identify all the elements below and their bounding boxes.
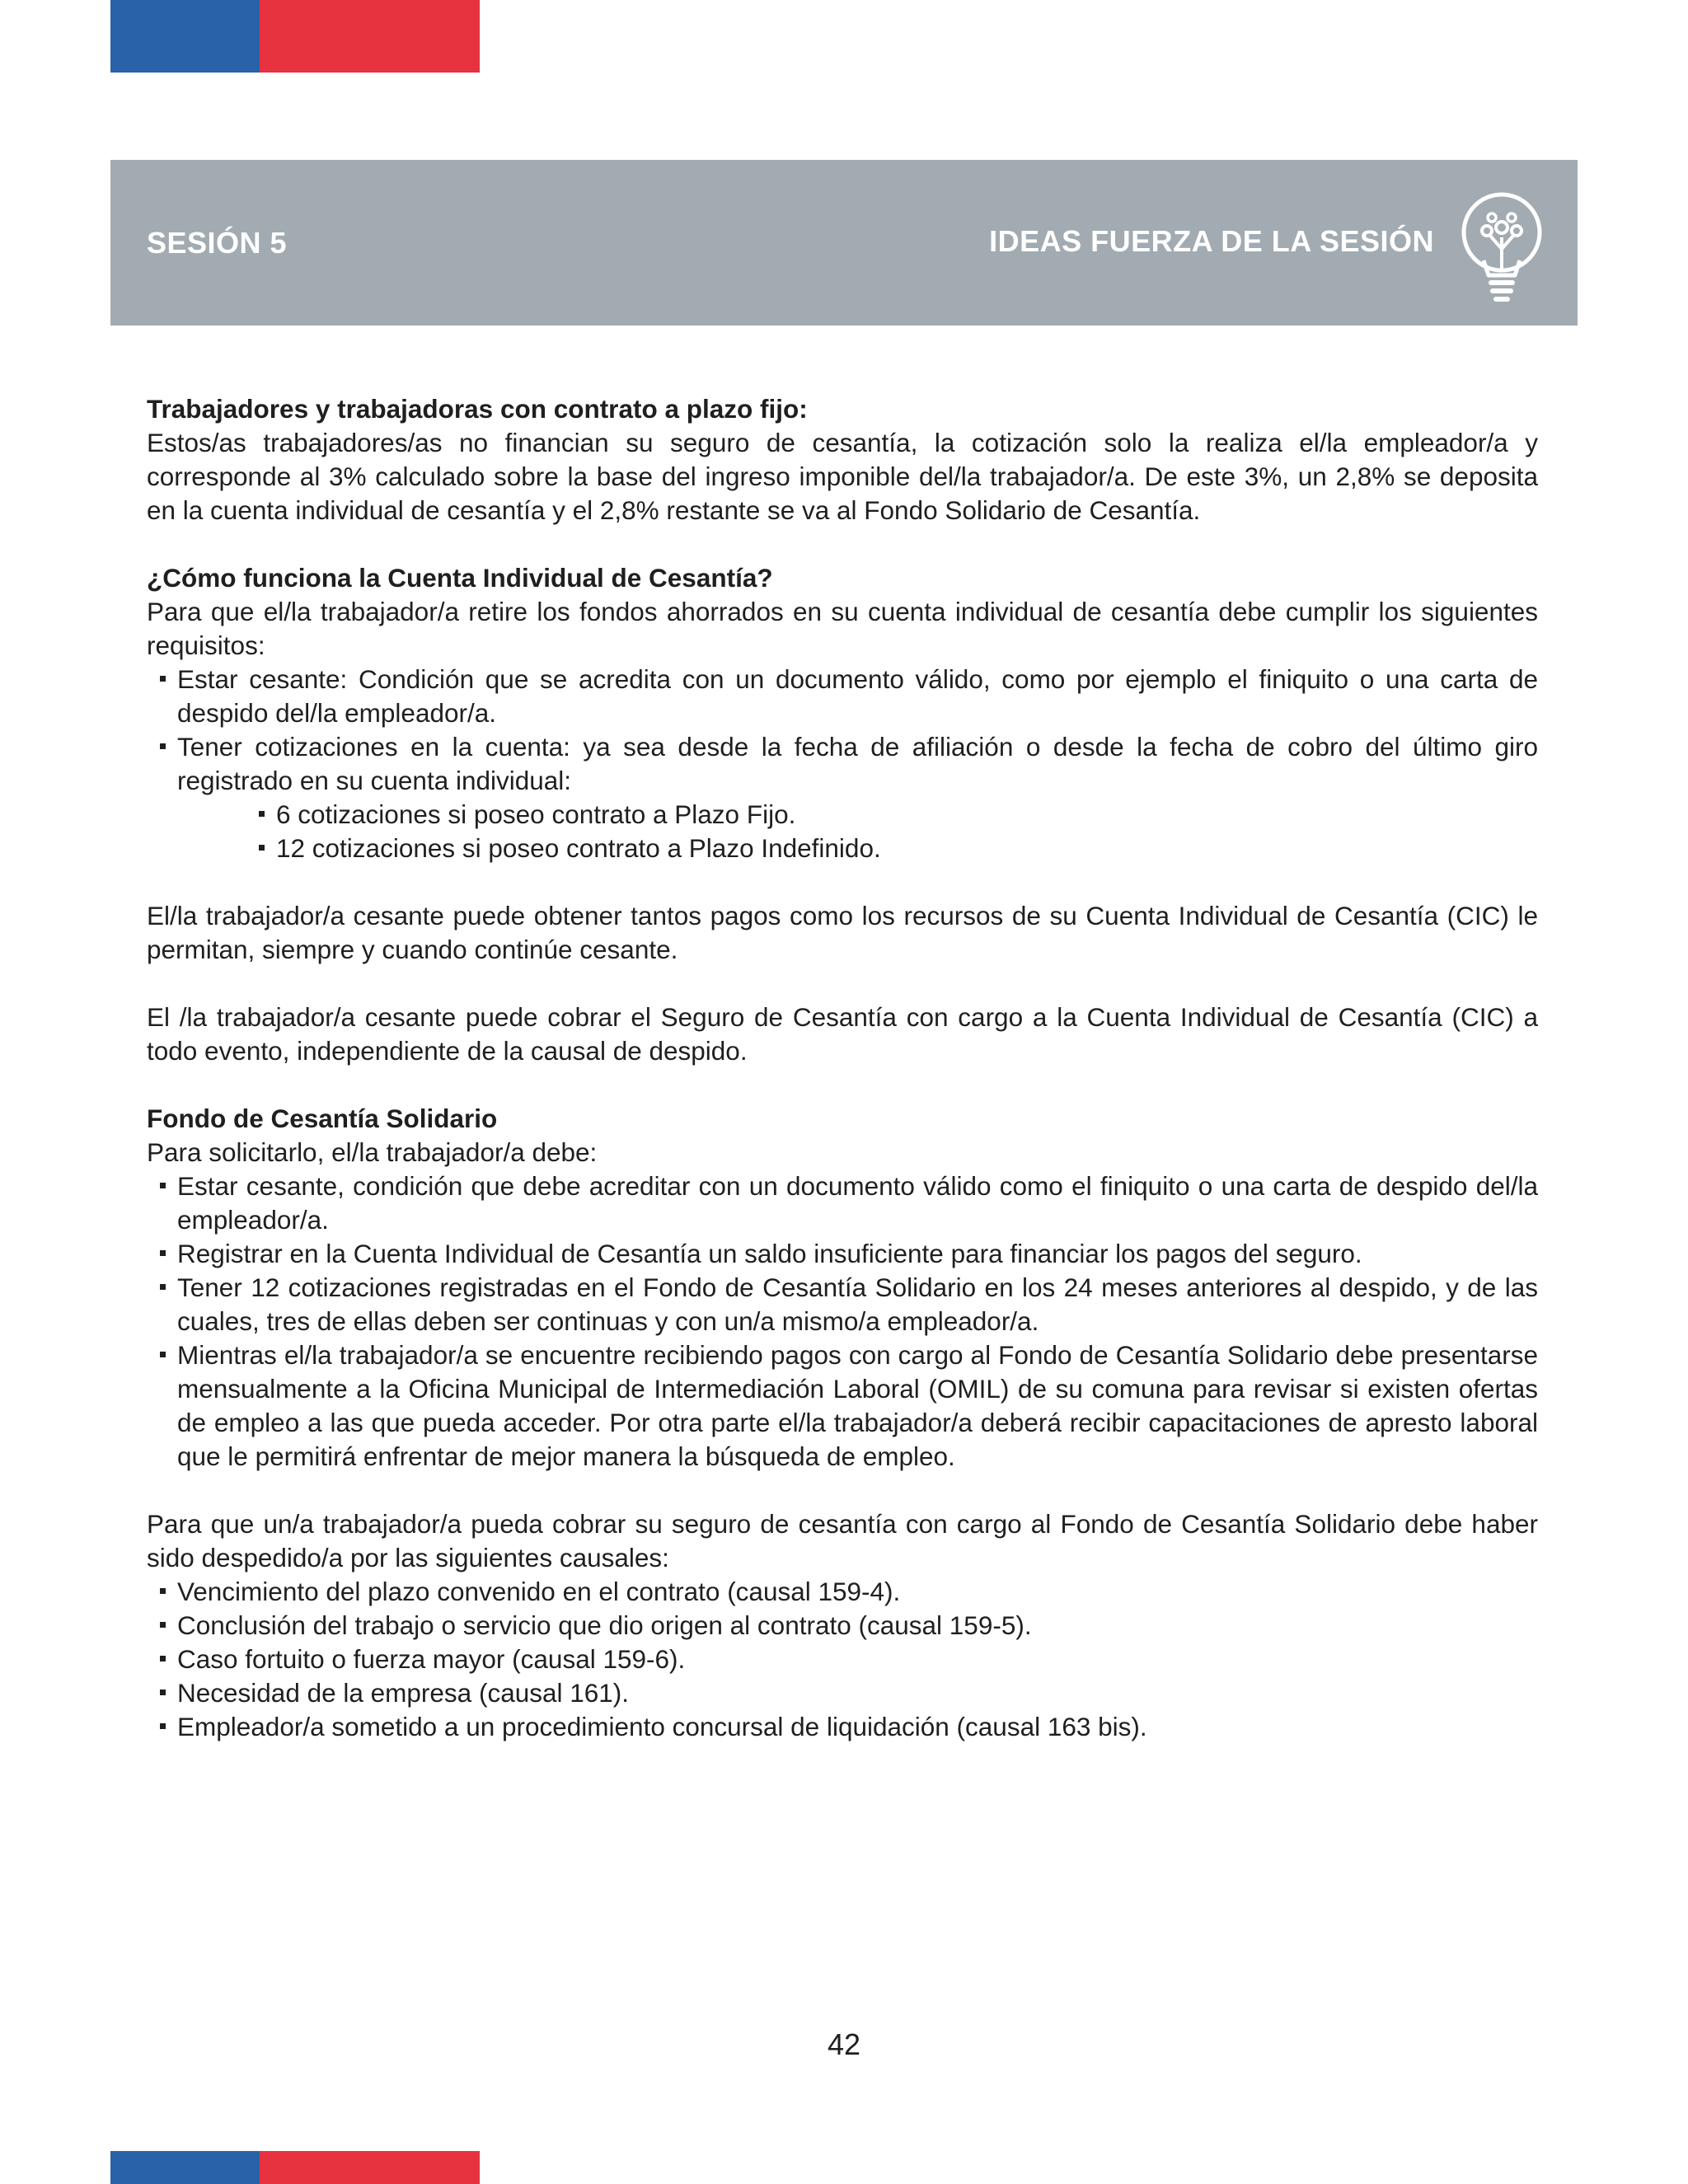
- flag-red-block: [260, 0, 480, 73]
- spacer: [147, 1068, 1538, 1102]
- spacer: [147, 865, 1538, 899]
- list-item: Tener 12 cotizaciones registradas en el Fondo de Cesantía Solidario en los 24 meses anteriores al despido, y de las cuales, tres de ellas deben ser continuas y con un/a mismo/a empleador/a.: [147, 1271, 1538, 1338]
- session-banner: [110, 160, 1578, 326]
- list-item: Tener cotizaciones en la cuenta: ya sea desde la fecha de afiliación o desde la fecha de cobro del último giro registrado en su cuenta individual:: [147, 730, 1538, 798]
- fondo-solidario-intro: Para solicitarlo, el/la trabajador/a debe:: [147, 1137, 598, 1167]
- cuenta-individual-intro: Para que el/la trabajador/a retire los fondos ahorrados en su cuenta individual de cesantía debe cumplir los siguientes requisitos:: [147, 597, 1538, 660]
- flag-red-block: [260, 2151, 480, 2184]
- list-item: Estar cesante: Condición que se acredita con un documento válido, como por ejemplo el finiquito o una carta de despido del/la empleador/a.: [147, 663, 1538, 730]
- fondo-solidario-heading: Fondo de Cesantía Solidario: [147, 1104, 498, 1133]
- flag-blue-block: [110, 0, 260, 73]
- plazo-fijo-paragraph: Estos/as trabajadores/as no financian su seguro de cesantía, la cotización solo la realiza el/la empleador/a y corresponde al 3% calculado sobre la base del ingreso imponible del/la trabajador/a. De este 3%, un 2,8% se deposita en la cuenta individual de cesantía y el 2,8% restante se va al Fondo Solidario de Cesantía.: [147, 428, 1538, 525]
- causales-intro: Para que un/a trabajador/a pueda cobrar su seguro de cesantía con cargo al Fondo de Cesantía Solidario debe haber sido despedido/a por las siguientes causales:: [147, 1509, 1538, 1572]
- cic-todo-evento-paragraph: El /la trabajador/a cesante puede cobrar el Seguro de Cesantía con cargo a la Cuenta Individual de Cesantía (CIC) a todo evento, independiente de la causal de despido.: [147, 1002, 1538, 1066]
- page-number: 42: [827, 2027, 861, 2061]
- flag-stripe-top: [110, 0, 480, 73]
- fondo-solidario-requirements: [147, 1169, 1538, 1474]
- list-item: 6 cotizaciones si poseo contrato a Plazo Fijo.: [147, 798, 1538, 832]
- list-item: Necesidad de la empresa (causal 161).: [147, 1676, 1538, 1710]
- list-item: Estar cesante, condición que debe acreditar con un documento válido como el finiquito o una carta de despido del/la empleador/a.: [147, 1169, 1538, 1237]
- session-title: SESIÓN 5: [147, 226, 288, 260]
- list-item: Empleador/a sometido a un procedimiento concursal de liquidación (causal 163 bis).: [147, 1710, 1538, 1744]
- spacer: [147, 1474, 1538, 1507]
- cic-payments-paragraph: El/la trabajador/a cesante puede obtener tantos pagos como los recursos de su Cuenta Individual de Cesantía (CIC) le permitan, siempre y cuando continúe cesante.: [147, 901, 1538, 964]
- list-item: Vencimiento del plazo convenido en el contrato (causal 159-4).: [147, 1575, 1538, 1609]
- plazo-fijo-heading: Trabajadores y trabajadoras con contrato a plazo fijo:: [147, 394, 808, 424]
- spacer: [147, 967, 1538, 1001]
- lightbulb-icon: [1459, 190, 1545, 305]
- list-item: Registrar en la Cuenta Individual de Cesantía un saldo insuficiente para financiar los pagos del seguro.: [147, 1237, 1538, 1271]
- list-item: Caso fortuito o fuerza mayor (causal 159-6).: [147, 1643, 1538, 1676]
- document-body: [147, 392, 1538, 1744]
- flag-blue-block: [110, 2151, 260, 2184]
- list-item: Conclusión del trabajo o servicio que dio origen al contrato (causal 159-5).: [147, 1609, 1538, 1643]
- spacer: [147, 527, 1538, 561]
- list-item: Mientras el/la trabajador/a se encuentre recibiendo pagos con cargo al Fondo de Cesantía Solidario debe presentarse mensualmente a la Oficina Municipal de Intermediación Laboral (OMIL) de su comuna para revisar si existen ofertas de empleo a las que pueda acceder. Por otra parte el/la trabajador/a deberá recibir capacitaciones de apresto laboral que le permitirá enfrentar de mejor manera la búsqueda de empleo.: [147, 1338, 1538, 1474]
- cuenta-individual-heading: ¿Cómo funciona la Cuenta Individual de Cesantía?: [147, 563, 773, 593]
- section-title: IDEAS FUERZA DE LA SESIÓN: [989, 224, 1434, 258]
- causales-list: [147, 1575, 1538, 1744]
- cuenta-individual-requirements: [147, 663, 1538, 798]
- flag-stripe-bottom: [110, 2151, 480, 2184]
- list-item: 12 cotizaciones si poseo contrato a Plazo Indefinido.: [147, 832, 1538, 865]
- cotizaciones-sublist: [147, 798, 1538, 865]
